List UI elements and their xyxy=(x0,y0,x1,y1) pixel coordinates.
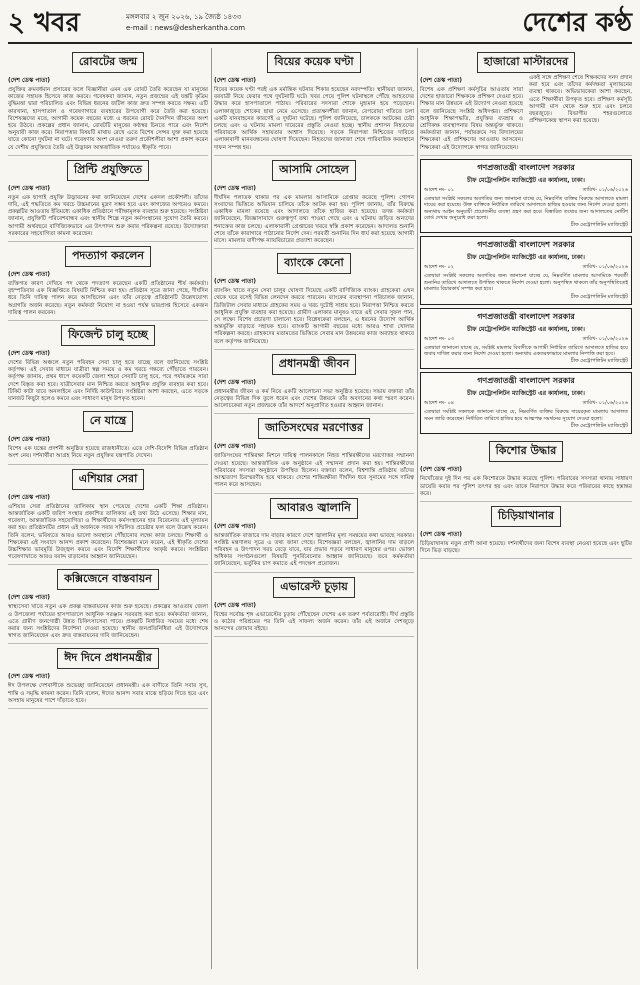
article-dateline: (দেশ ডেস্ক পাতা) xyxy=(8,673,51,681)
notice-office: চীফ মেট্রোপলিটন ম্যাজিস্ট্রেট এর কার্যালয়, ঢাকা। xyxy=(467,176,585,184)
legal-notice xyxy=(420,236,632,304)
article-dateline: (দেশ ডেস্ক পাতা) xyxy=(8,594,51,602)
article xyxy=(214,48,414,156)
column-rule xyxy=(211,48,212,969)
article-headline: এভারেস্ট চূড়ায় xyxy=(273,577,355,598)
legal-notices xyxy=(420,159,632,434)
article-dateline: (দেশ ডেস্ক পাতা) xyxy=(214,184,257,192)
article xyxy=(214,350,414,415)
notice-order-no: আদেশ নং- ০৩ xyxy=(424,335,455,342)
article-body: একই সঙ্গে প্রশিক্ষণ শেষে শিক্ষকদের সনদ প্রদান করা হবে এবং তাঁদের কর্মদক্ষতা মূল্যায়নের ব্যবস্থা থাকবে। অভিভাবকেরা আশা করছেন, এতে শিক্ষার্থীরা উপকৃত হবে। প্রশিক্ষণ কর্মসূচি আগামী মাস থেকে শুরু হবে এবং চলবে বছরজুড়ে। বিভাগীয় শহরগুলোতে প্রশিক্ষণকেন্দ্র স্থাপন করা হয়েছে। xyxy=(529,75,632,125)
article xyxy=(214,573,414,638)
article-body: প্রধানমন্ত্রীর জীবন ও কর্ম নিয়ে একটি আলোচনা সভা অনুষ্ঠিত হয়েছে। সভায় বক্তারা তাঁর নেতৃত্বের বিভিন্ন দিক তুলে ধরেন এবং দেশের উন্নয়নে তাঁর অবদানের কথা স্মরণ করেন। আলোচকেরা নতুন প্রজন্মকে তাঁর আদর্শে অনুপ্রাণিত হওয়ার আহ্বান জানান। xyxy=(214,388,414,410)
article-body: বিশেষ এক যন্ত্রের প্রদর্শনী অনুষ্ঠিত হয়েছে রাজধানীতে। এতে দেশি-বিদেশি বিভিন্ন প্রতিষ্ঠান অংশ নেয়। দর্শনার্থীরা আগ্রহ নিয়ে নতুন প্রযুক্তির যন্ত্রপাতি দেখেন। xyxy=(8,446,208,460)
article-headline: পদত্যাগ করলেন xyxy=(65,246,151,267)
article-headline: হাজারো মাস্টারদের xyxy=(477,52,575,73)
article-body: জাতিসংঘের শান্তিরক্ষা মিশনে দায়িত্ব পালনকালে নিহত শান্তিরক্ষীদের মরণোত্তর সম্মাননা দেওয়া হয়েছে। আন্তর্জাতিক এক অনুষ্ঠানে এই সম্মাননা প্রদান করা হয়। শান্তিরক্ষীদের পরিবারের সদস্যরা অনুষ্ঠানে উপস্থিত ছিলেন। বক্তারা বলেন, বিশ্বশান্তি প্রতিষ্ঠায় তাঁদের আত্মত্যাগ চিরস্মরণীয় হয়ে থাকবে। দেশের শান্তিরক্ষীরা দীর্ঘদিন ধরে সুনামের সঙ্গে দায়িত্ব পালন করে আসছেন। xyxy=(214,453,414,489)
article-headline: ব্যাংকে কেনো xyxy=(277,253,351,274)
notice-office: চীফ মেট্রোপলিটন ম্যাজিস্ট্রেট এর কার্যালয়, ঢাকা। xyxy=(467,390,585,398)
notice-date: তারিখ- ০১/০৬/২০২৬ xyxy=(582,264,628,271)
legal-notice xyxy=(420,308,632,370)
article-body: চিড়িয়াখানায় নতুন প্রাণী আনা হয়েছে। দর্শনার্থীদের জন্য বিশেষ ব্যবস্থা নেওয়া হয়েছে এবং ছুটির দিনে ভিড় বাড়ছে। xyxy=(420,540,632,555)
article xyxy=(214,414,414,493)
notice-order-no: আদেশ নং- ০১ xyxy=(424,186,455,193)
article-headline: রোবটের জন্ম xyxy=(72,52,144,73)
article-headline: প্রিন্টি প্রযুক্তিতে xyxy=(67,160,149,181)
article-headline: চিড়িয়াখানার xyxy=(491,506,561,527)
article xyxy=(8,407,208,464)
article xyxy=(8,465,208,566)
article-body: স্বাস্থ্যসেবা খাতে নতুন এক প্রকল্প বাস্তবায়নের কাজ শুরু হয়েছে। প্রকল্পের আওতায় জেলা ও উপজেলা পর্যায়ের হাসপাতালে আধুনিক সরঞ্জাম সরবরাহ করা হবে। কর্মকর্তারা জানান, এতে গ্রামীণ জনগোষ্ঠী উন্নত চিকিৎসাসেবা পাবে। প্রকল্পটি নির্ধারিত সময়ের মধ্যে শেষ করার জন্য সংশ্লিষ্টদের নির্দেশনা দেওয়া হয়েছে। স্থানীয় জনপ্রতিনিধিরা এই উদ্যোগকে স্বাগত জানিয়েছেন এবং দ্রুত বাস্তবায়নের দাবি জানিয়েছেন। xyxy=(8,604,208,640)
notice-order-no: আদেশ নং- ০২ xyxy=(424,264,455,271)
article-dateline: (দেশ ডেস্ক পাতা) xyxy=(8,493,51,501)
masthead-meta xyxy=(126,12,245,34)
article-body: প্রযুক্তির ক্রমবর্ধমান প্রসারের ফলে বিজ্ঞানীরা এমন এক রোবট তৈরি করেছেন যা মানুষের কাজের সহায়ক হিসেবে কাজ করবে। গবেষকরা জানান, নতুন প্রজন্মের এই যন্ত্রটি কৃত্রিম বুদ্ধিমত্তা দ্বারা পরিচালিত এবং বিভিন্ন ধরনের জটিল কাজ দ্রুত সম্পন্ন করতে সক্ষম। এটি কারখানা, হাসপাতাল ও গবেষণাগারে ব্যবহারের উপযোগী করে তৈরি করা হয়েছে। বিশেষজ্ঞদের মতে, আগামী কয়েক বছরের মধ্যে এ ধরনের রোবট দৈনন্দিন জীবনের অংশ হয়ে উঠবে। প্রকল্পের প্রধান জানান, রোবটটি মানুষের কণ্ঠস্বর চিনতে পারে এবং নির্দেশ অনুযায়ী কাজ করে। নিরাপত্তার বিষয়টি মাথায় রেখে এতে বিশেষ সেন্সর যুক্ত করা হয়েছে যাতে কোনো দুর্ঘটনা না ঘটে। গবেষণায় অংশ নেওয়া তরুণ প্রকৌশলীরা আশা প্রকাশ করেন যে দেশীয় প্রযুক্তিতে তৈরি এই উদ্ভাবন আন্তর্জাতিক পর্যায়েও স্বীকৃতি পাবে। xyxy=(8,87,208,151)
article-body: বিয়ের কয়েক ঘণ্টা পরই এক মর্মান্তিক ঘটনার শিকার হয়েছেন নবদম্পতি। স্থানীয়রা জানান, বরযাত্রী নিয়ে ফেরার পথে দুর্ঘটনাটি ঘটে। খবর পেয়ে পুলিশ ঘটনাস্থলে পৌঁছে আহতদের উদ্ধার করে হাসপাতালে পাঠায়। পরিবারের সদস্যরা শোকে মুহ্যমান হয়ে পড়েছেন। এলাকাজুড়ে শোকের ছায়া নেমে এসেছে। প্রত্যক্ষদর্শীরা জানান, বেপরোয়া গতিতে চলা একটি যানবাহনের কারণেই এ দুর্ঘটনা ঘটেছে। পুলিশ জানিয়েছে, চালককে আটকের চেষ্টা চলছে এবং এ ঘটনায় মামলা দায়েরের প্রস্তুতি নেওয়া হচ্ছে। স্থানীয় প্রশাসন নিহতদের পরিবারকে আর্থিক সহায়তার আশ্বাস দিয়েছে। সড়কে নিরাপত্তা নিশ্চিতের দাবিতে এলাকাবাসী মানববন্ধনের ঘোষণা দিয়েছেন। নিহতদের জানাজা শেষে পারিবারিক কবরস্থানে দাফন সম্পন্ন হয়। xyxy=(214,87,414,151)
newspaper-brand: দেশের কণ্ঠ xyxy=(522,8,632,38)
content-columns xyxy=(8,48,632,969)
notice-body: এতদ্বারা জানানো যাচ্ছে যে, সংশ্লিষ্ট মামলার বিবাদীকে আগামী নির্ধারিত তারিখে আদালতে হাজির হয়ে জবাব দাখিল করার জন্য নির্দেশ দেওয়া হলো। অন্যথায় একতরফাভাবে মামলার নিষ্পত্তি করা হবে। xyxy=(424,344,628,358)
article-dateline: (দেশ ডেস্ক পাতা) xyxy=(214,278,257,286)
article xyxy=(420,502,632,559)
article-headline: ফিজেন্ট চালু হচ্ছে xyxy=(61,325,155,346)
article xyxy=(8,644,208,709)
article-body: দেশের বিভিন্ন অঞ্চলে নতুন পরিবহন সেবা চালু হতে যাচ্ছে বলে জানিয়েছে সংশ্লিষ্ট কর্তৃপক্ষ। এই সেবার মাধ্যমে যাত্রীরা স্বল্প সময়ে ও কম খরচে গন্তব্যে পৌঁছাতে পারবেন। কর্তৃপক্ষ জানায়, প্রথম ধাপে কয়েকটি জেলা শহরে সেবাটি চালু হবে, পরে পর্যায়ক্রমে সারা দেশে বিস্তৃত করা হবে। যাত্রীসেবার মান নিশ্চিত করতে আধুনিক প্রযুক্তি ব্যবহার করা হবে। টিকিট কাটা যাবে অনলাইনে এবং নির্দিষ্ট কাউন্টারে। সংশ্লিষ্টরা আশা করছেন, এতে সড়কে যানজট কিছুটা হলেও কমবে এবং সাধারণ মানুষ উপকৃত হবেন। xyxy=(8,360,208,403)
article-dateline: (দেশ ডেস্ক পাতা) xyxy=(214,443,257,451)
article-body: বিশ্বের সর্বোচ্চ শৃঙ্গ এভারেস্টের চূড়ায় পৌঁছেছেন দেশের এক তরুণ পর্বতারোহী। দীর্ঘ প্রস্তুতি ও কঠোর পরিশ্রমের পর তিনি এই সাফল্য অর্জন করেন। তাঁর এই অর্জনে দেশজুড়ে আনন্দের জোয়ার বইছে। xyxy=(214,611,414,632)
article-headline: এশিয়ার সেরা xyxy=(72,469,145,490)
article-dateline: (দেশ ডেস্ক পাতা) xyxy=(8,77,51,84)
article-headline: আবারও জ্বালানি xyxy=(270,498,358,519)
article-dateline: (দেশ ডেস্ক পাতা) xyxy=(420,466,463,474)
column-rule xyxy=(417,48,418,969)
notice-date: তারিখ- ০১/০৬/২০২৬ xyxy=(582,400,628,407)
legal-notice xyxy=(420,372,632,434)
column-2 xyxy=(214,48,414,969)
notice-signature: চীফ মেট্রোপলিটন ম্যাজিস্ট্রেট xyxy=(570,222,628,229)
notice-signature: চীফ মেট্রোপলিটন ম্যাজিস্ট্রেট xyxy=(570,293,628,300)
notice-date: তারিখ- ০১/০৬/২০২৬ xyxy=(582,186,628,193)
article-body: নিখোঁজের দুই দিন পর এক কিশোরকে উদ্ধার করেছে পুলিশ। পরিবারের সদস্যরা থানায় সাধারণ ডায়েরি করার পর পুলিশ তৎপর হয় এবং তাকে নিরাপদে উদ্ধার করে পরিবারের কাছে হস্তান্তর করে। xyxy=(420,476,632,497)
newspaper-page xyxy=(8,8,632,969)
notice-title: গণপ্রজাতন্ত্রী বাংলাদেশ সরকার xyxy=(477,162,575,172)
article xyxy=(8,156,208,242)
notice-office: চীফ মেট্রোপলিটন ম্যাজিস্ট্রেট এর কার্যালয়, ঢাকা। xyxy=(467,254,585,262)
notice-signature: চীফ মেট্রোপলিটন ম্যাজিস্ট্রেট xyxy=(570,423,628,430)
legal-notice xyxy=(420,159,632,234)
notice-body: এতদ্বারা সংশ্লিষ্ট সকলের অবগতির জন্য জানানো যাচ্ছে যে, নিম্নবর্ণিত মামলার আসামিকে পরবর্তী শুনানির তারিখে আদালতে উপস্থিত থাকতে নির্দেশ দেওয়া হলো। অনুপস্থিত থাকলে তাঁর অনুপস্থিতিতেই মামলার বিচারকার্য সম্পন্ন করা হবে। xyxy=(424,273,628,293)
notice-body: এতদ্বারা সংশ্লিষ্ট সকলকে জানানো যাচ্ছে যে, নিম্নবর্ণিত ব্যক্তির বিরুদ্ধে দায়েরকৃত মামলায় আদালত সমন জারি করেছেন। নির্ধারিত তারিখে হাজির হয়ে আত্মপক্ষ সমর্থনের সুযোগ দেওয়া হলো। xyxy=(424,409,628,422)
article-body: আন্তর্জাতিক বাজারে দাম বাড়ার কারণে দেশে জ্বালানির মূল্য সমন্বয়ের কথা ভাবছে সরকার। সংশ্লিষ্ট মন্ত্রণালয় সূত্রে এ তথ্য জানা গেছে। বিশেষজ্ঞরা বলছেন, জ্বালানির দাম বাড়লে পরিবহন ও উৎপাদন খরচ বেড়ে যাবে, যার প্রভাব পড়বে সাধারণ মানুষের ওপর। ভোক্তা অধিকার সংগঠনগুলো বিষয়টি পুনর্বিবেচনার আহ্বান জানিয়েছে। তবে কর্মকর্তারা জানিয়েছেন, ভর্তুকির চাপ কমাতে এই পদক্ষেপ প্রয়োজন। xyxy=(214,532,414,568)
article-dateline: (দেশ ডেস্ক পাতা) xyxy=(214,522,257,530)
article-headline: কিশোর উদ্ধার xyxy=(489,441,564,462)
article-headline: জাতিসংঘের মরণোত্তর xyxy=(258,418,370,439)
notice-office: চীফ মেট্রোপলিটন ম্যাজিস্ট্রেট এর কার্যালয়, ঢাকা। xyxy=(467,325,585,333)
issue-date: মঙ্গলবার ২ জুন ২০২৬, ১৯ জ্যৈষ্ঠ ১৪৩৩ xyxy=(126,13,242,21)
article-headline: নে যান্ত্রে xyxy=(83,411,133,432)
notice-signature: চীফ মেট্রোপলিটন ম্যাজিস্ট্রেট xyxy=(570,358,628,365)
article-headline: প্রধানমন্ত্রী জীবন xyxy=(272,354,357,375)
article-body: ঈদ উপলক্ষে দেশবাসীকে শুভেচ্ছা জানিয়েছেন প্রধানমন্ত্রী। এক বাণীতে তিনি সবার সুখ, শান্তি ও সমৃদ্ধি কামনা করেন। তিনি বলেন, ঈদের আনন্দ সবার মাঝে ছড়িয়ে দিতে হবে এবং অসহায় মানুষের পাশে দাঁড়াতে হবে। xyxy=(8,683,208,704)
article xyxy=(214,156,414,249)
article-dateline: (দেশ ডেস্ক পাতা) xyxy=(214,601,257,609)
notice-title: গণপ্রজাতন্ত্রী বাংলাদেশ সরকার xyxy=(477,376,575,386)
column-3-bottom xyxy=(420,437,632,559)
page-number: ২ খবর xyxy=(8,8,80,38)
column-3 xyxy=(420,48,632,969)
article-headline: ঈদ দিনে প্রধানমন্ত্রীর xyxy=(57,648,159,669)
article xyxy=(214,249,414,350)
article-dateline: (দেশ ডেস্ক পাতা) xyxy=(8,436,51,444)
article-dateline: (দেশ ডেস্ক পাতা) xyxy=(420,530,463,538)
article-body: বিশেষ এক প্রশিক্ষণ কর্মসূচির আওতায় সারা দেশের হাজারো শিক্ষককে প্রশিক্ষণ দেওয়া হবে। শিক্ষার মান উন্নয়নে এই উদ্যোগ নেওয়া হয়েছে বলে জানিয়েছে সংশ্লিষ্ট অধিদপ্তর। প্রশিক্ষণে আধুনিক শিক্ষাপদ্ধতি, প্রযুক্তির ব্যবহার ও শ্রেণিকক্ষ ব্যবস্থাপনার বিষয় অন্তর্ভুক্ত থাকবে। কর্মকর্তারা জানান, পর্যায়ক্রমে সব বিদ্যালয়ের শিক্ষকেরা এই প্রশিক্ষণের আওতায় আসবেন। শিক্ষকেরা এই উদ্যোগকে স্বাগত জানিয়েছেন। xyxy=(420,87,523,151)
notice-body: এতদ্বারা সংশ্লিষ্ট সকলের অবগতির জন্য জানানো যাচ্ছে যে, নিম্নবর্ণিত ব্যক্তির বিরুদ্ধে আদালতে মামলা দায়ের করা হয়েছে। উক্ত ব্যক্তিকে নির্ধারিত তারিখে আদালতে হাজির হওয়ার জন্য নির্দেশ দেওয়া হলো। অন্যথায় আইন অনুযায়ী প্রয়োজনীয় ব্যবস্থা গ্রহণ করা হবে। বিস্তারিত তথ্যের জন্য আদালতের নোটিশ বোর্ড দেখার অনুরোধ করা হলো। xyxy=(424,195,628,222)
article-dateline: (দেশ ডেস্ক পাতা) xyxy=(214,77,257,84)
article-body: এশিয়ার সেরা প্রতিষ্ঠানের তালিকায় স্থান পেয়েছে দেশের একটি শিক্ষা প্রতিষ্ঠান। আন্তর্জাতিক একটি জরিপ সংস্থার প্রকাশিত তালিকায় এই তথ্য উঠে এসেছে। শিক্ষার মান, গবেষণা, আন্তর্জাতিক সহযোগিতা ও শিক্ষার্থীদের কর্মসংস্থানের হার বিবেচনায় এই মূল্যায়ন করা হয়। প্রতিষ্ঠানটির প্রধান এই অর্জনকে সবার সম্মিলিত প্রচেষ্টার ফল বলে উল্লেখ করেন। তিনি বলেন, ভবিষ্যতে আরও ভালো অবস্থানে পৌঁছানোর লক্ষ্যে কাজ চলছে। শিক্ষার্থী ও শিক্ষকেরা এই সংবাদে আনন্দ প্রকাশ করেছেন। বিশেষজ্ঞরা মনে করেন, এই স্বীকৃতি দেশের উচ্চশিক্ষার ভাবমূর্তি উজ্জ্বল করবে এবং বিদেশি শিক্ষার্থীদের আকৃষ্ট করবে। সংশ্লিষ্টরা গবেষণাখাতে আরও বরাদ্দ বাড়ানোর আহ্বান জানিয়েছেন। xyxy=(8,503,208,561)
notice-title: গণপ্রজাতন্ত্রী বাংলাদেশ সরকার xyxy=(477,311,575,321)
article-body: দীর্ঘদিন পলাতক থাকার পর এক মামলার আসামিকে গ্রেপ্তার করেছে পুলিশ। গোপন সংবাদের ভিত্তিতে অভিযান চালিয়ে তাঁকে আটক করা হয়। পুলিশ জানায়, তাঁর বিরুদ্ধে একাধিক মামলা রয়েছে এবং আদালতে তাঁকে হাজির করা হয়েছে। তদন্ত কর্মকর্তা জানিয়েছেন, জিজ্ঞাসাবাদে গুরুত্বপূর্ণ তথ্য পাওয়া গেছে এবং এ ঘটনায় জড়িত অন্যদের শনাক্তের কাজ চলছে। এলাকাবাসী গ্রেপ্তারের খবরে স্বস্তি প্রকাশ করেছেন। আদালত শুনানি শেষে তাঁকে কারাগারে পাঠানোর নির্দেশ দেন। পরবর্তী শুনানির দিন ধার্য করা হয়েছে আগামী মাসে। মামলার বাদীপক্ষ ন্যায়বিচারের প্রত্যাশা করেছেন। xyxy=(214,194,414,245)
notice-date: তারিখ- ০১/০৬/২০২৬ xyxy=(582,335,628,342)
article xyxy=(8,242,208,321)
article xyxy=(420,48,632,156)
article-body: নতুন এক ছাপাই প্রযুক্তি উদ্ভাবনের কথা জানিয়েছেন দেশের একদল প্রকৌশলী। তাঁদের দাবি, এই পদ্ধতিতে কম খরচে উচ্চমানের মুদ্রণ সম্ভব হবে এবং কাগজের অপচয়ও কমবে। প্রকল্পটির আওতায় ইতিমধ্যে একাধিক প্রতিষ্ঠানে পরীক্ষামূলক ব্যবহার শুরু হয়েছে। সংশ্লিষ্টরা জানান, প্রযুক্তিটি পরিবেশবান্ধব এবং স্থানীয় শিল্পে নতুন কর্মসংস্থানের সুযোগ তৈরি করবে। আগামী অর্থবছরে বাণিজ্যিকভাবে এর উৎপাদন শুরু করার পরিকল্পনা রয়েছে। উদ্যোক্তারা সরকারের সহযোগিতা কামনা করেছেন। xyxy=(8,194,208,237)
article-dateline: (দেশ ডেস্ক পাতা) xyxy=(8,271,51,279)
article-headline: বিয়ের কয়েক ঘণ্টা xyxy=(267,52,360,73)
masthead xyxy=(8,8,632,44)
article xyxy=(214,494,414,573)
article xyxy=(8,565,208,644)
article-dateline: (দেশ ডেস্ক পাতা) xyxy=(214,378,257,386)
contact-email: e-mail : news@desherkantha.com xyxy=(126,24,246,32)
article-headline: কক্সিজেনে বাস্তবায়ন xyxy=(57,569,159,590)
notice-order-no: আদেশ নং- ০৪ xyxy=(424,400,455,407)
article xyxy=(8,321,208,407)
article-body: ব্যাংকিং খাতে নতুন সেবা চালুর ঘোষণা দিয়েছে একটি বাণিজ্যিক ব্যাংক। গ্রাহকেরা এখন থেকে ঘরে বসেই বিভিন্ন লেনদেন করতে পারবেন। ব্যাংকের ব্যবস্থাপনা পরিচালক জানান, ডিজিটাল সেবার মাধ্যমে গ্রাহকের সময় ও খরচ দুটোই সাশ্রয় হবে। নিরাপত্তা নিশ্চিত করতে আধুনিক প্রযুক্তি ব্যবহার করা হয়েছে। গ্রামীণ এলাকার মানুষও যাতে এই সেবার সুফল পান, সে লক্ষ্যে বিশেষ প্রচারণা চালানো হবে। বিশ্লেষকেরা বলছেন, এ ধরনের উদ্যোগ আর্থিক অন্তর্ভুক্তি বাড়াতে সহায়ক হবে। ব্যাংকটি আগামী বছরের মধ্যে আরও শাখা খোলার পরিকল্পনা করছে। গ্রাহকদের মতামতের ভিত্তিতে সেবার মান উন্নয়নের কাজ অব্যাহত থাকবে বলে কর্তৃপক্ষ জানিয়েছে। xyxy=(214,288,414,345)
article-dateline: (দেশ ডেস্ক পাতা) xyxy=(420,77,463,84)
article xyxy=(8,48,208,156)
article-headline: আসামি সোহেল xyxy=(272,160,356,181)
article-dateline: (দেশ ডেস্ক পাতা) xyxy=(8,350,51,358)
article-dateline: (দেশ ডেস্ক পাতা) xyxy=(8,184,51,192)
article-body: ব্যক্তিগত কারণ দেখিয়ে পদ থেকে পদত্যাগ করেছেন একটি প্রতিষ্ঠানের শীর্ষ কর্মকর্তা। বৃহস্পতিবার এক বিজ্ঞপ্তিতে বিষয়টি নিশ্চিত করা হয়। প্রতিষ্ঠান সূত্রে জানা গেছে, দীর্ঘদিন ধরে তিনি দায়িত্ব পালন করে আসছিলেন এবং তাঁর নেতৃত্বে প্রতিষ্ঠানটি উল্লেখযোগ্য অগ্রগতি অর্জন করেছে। নতুন কর্মকর্তা নিয়োগ না হওয়া পর্যন্ত ভারপ্রাপ্ত হিসেবে একজন দায়িত্ব পালন করবেন। xyxy=(8,281,208,316)
notice-title: গণপ্রজাতন্ত্রী বাংলাদেশ সরকার xyxy=(477,240,575,250)
column-1 xyxy=(8,48,208,969)
article xyxy=(420,437,632,502)
